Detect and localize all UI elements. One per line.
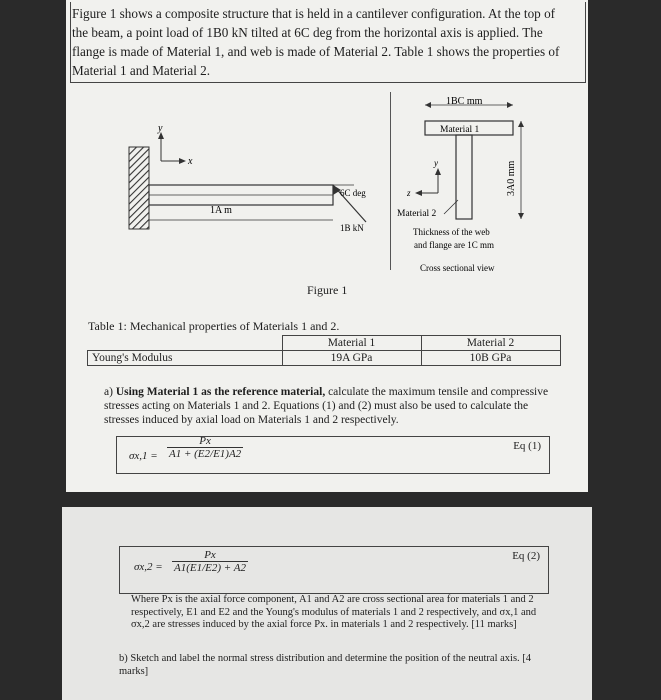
figure-1-diagram (0, 0, 661, 300)
eq2-fraction (172, 549, 248, 574)
variable-definitions: Where Px is the axial force component, A1 and A2 are cross sectional area for materials 1 and 2 respectively, E1 and E2 and the Young's modulus of materials 1 and 2 respectively, and σx,1 and σx,2 are stresses induced by the axial force Px. in materials 1 and 2 respectively. [11 marks] (131, 594, 537, 630)
cs-z-label: z (407, 188, 411, 198)
web-rect (456, 135, 472, 219)
thickness-note-2: and flange are 1C mm (414, 240, 494, 250)
intro-line: the beam, a point load of 1B0 kN tilted at 6C deg from the horizontal axis is applied. The (72, 25, 543, 40)
table-cell: 10B GPa (421, 351, 560, 366)
eq2-lhs: σx,2 = (134, 561, 163, 573)
figure-caption: Figure 1 (307, 283, 348, 297)
load-label: 1B kN (340, 223, 364, 233)
thickness-note-1: Thickness of the web (413, 227, 490, 237)
eq1-lhs: σx,1 = (129, 450, 158, 462)
eq2-numerator: Px (172, 549, 248, 562)
eq1-tag: Eq (1) (513, 440, 541, 452)
eq2-denominator: A1(E1/E2) + A2 (174, 562, 246, 574)
eq2-tag: Eq (2) (512, 550, 540, 562)
table-cell: 19A GPa (282, 351, 421, 366)
question-a-text: calculate the maximum tensile and compressive stresses acting on Materials 1 and 2. Equations (1) and (2) must also be used to calculate the stresses induced by axial load on Materials 1 and 2 respectively. (104, 386, 549, 426)
table-header-cell: Material 2 (421, 336, 560, 351)
intro-line: flange is made of Material 1, and web is made of Material 2. Table 1 shows the properties of (72, 44, 560, 59)
flange-width-label: 1BC mm (446, 96, 483, 107)
angle-label: 6C deg (340, 188, 366, 198)
question-b: b) Sketch and label the normal stress distribution and determine the position of the neutral axis. [4 marks] (119, 653, 532, 677)
cs-y-label: y (434, 158, 438, 168)
table-caption: Table 1: Mechanical properties of Materials 1 and 2. (88, 319, 340, 333)
axis-x-label: x (188, 156, 193, 167)
eq1-fraction (167, 435, 243, 460)
question-a-prefix: a) (104, 386, 116, 398)
web-material-label: Material 2 (397, 209, 437, 219)
axis-y-label: y (158, 123, 163, 134)
intro-line: Figure 1 shows a composite structure that is held in a cantilever configuration. At the top of (72, 6, 556, 21)
table-row (88, 351, 561, 366)
equation-1-box (116, 436, 550, 474)
eq1-numerator: Px (167, 435, 243, 448)
cross-section-caption: Cross sectional view (420, 263, 495, 273)
table-header-cell (88, 336, 283, 351)
properties-table (87, 335, 561, 366)
equation-2-box (119, 546, 549, 594)
eq1-denominator: A1 + (E2/E1)A2 (169, 448, 242, 460)
flange-material-label: Material 1 (440, 125, 480, 135)
question-a (104, 385, 564, 427)
beam-length-label: 1A m (210, 205, 232, 216)
fixed-wall-support (129, 147, 149, 229)
height-label: 3A0 mm (506, 160, 517, 196)
table-header-cell: Material 1 (282, 336, 421, 351)
intro-line: Material 1 and Material 2. (72, 63, 211, 78)
table-header-row (88, 336, 561, 351)
table-cell: Young's Modulus (88, 351, 283, 366)
figure-divider (390, 92, 391, 270)
question-a-bold: Using Material 1 as the reference material, (115, 386, 326, 398)
